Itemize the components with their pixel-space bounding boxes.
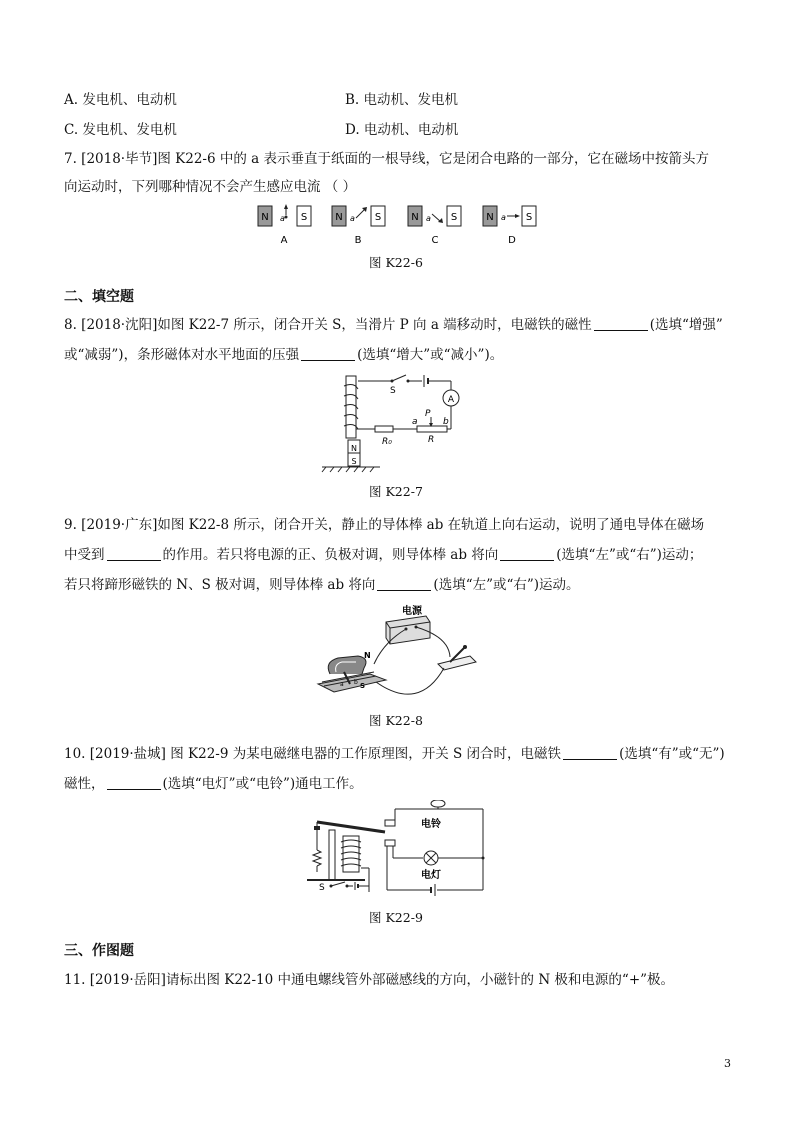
q7-text-line1: 7. [2018·毕节]图 K22-6 中的 a 表示垂直于纸面的一根导线，它是闭合电路的一部分，它在磁场中按箭头方 <box>64 151 709 167</box>
fig-label-b: B <box>354 235 362 246</box>
caption-k22-6: 图 K22-6 <box>369 255 423 270</box>
svg-text:N: N <box>486 212 494 223</box>
svg-text:P: P <box>425 409 431 419</box>
q9-blank-2[interactable] <box>500 547 554 561</box>
svg-text:S: S <box>390 386 396 396</box>
svg-text:S: S <box>450 212 458 223</box>
svg-text:a: a <box>340 681 344 688</box>
fig-label-d: D <box>508 235 516 246</box>
fig-k22-6-option-c <box>408 206 461 246</box>
q11-text-line1: 11. [2019·岳阳]请标出图 K22-10 中通电螺线管外部磁感线的方向，小磁针的 N 极和电源的“+”极。 <box>64 972 675 988</box>
svg-text:A: A <box>447 395 455 405</box>
q9-text-line2: 中受到 的作用。若只将电源的正、负极对调，则导体棒 ab 将向 (选填“左”或“右”)运动； <box>64 547 703 563</box>
fig-label-c: C <box>431 235 439 246</box>
svg-text:a: a <box>412 417 418 427</box>
svg-text:a: a <box>350 214 355 223</box>
svg-text:b: b <box>443 417 449 427</box>
section-drawing: 三、作图题 <box>64 943 134 959</box>
svg-text:R₀: R₀ <box>382 437 392 447</box>
svg-text:S: S <box>351 457 357 466</box>
svg-text:S: S <box>360 682 366 690</box>
option-b: B. 电动机、发电机 <box>345 92 459 108</box>
fig-label-a: A <box>280 235 288 246</box>
q9-text-line1: 9. [2019·广东]如图 K22-8 所示，闭合开关，静止的导体棒 ab 在轨道上向右运动，说明了通电导体在磁场 <box>64 517 705 533</box>
fig-bell-label: 电铃 <box>421 819 441 830</box>
svg-text:N: N <box>411 212 419 223</box>
option-a: A. 发电机、电动机 <box>64 92 177 108</box>
fig-lamp-label: 电灯 <box>421 870 441 881</box>
caption-k22-7: 图 K22-7 <box>369 484 423 499</box>
q8-blank-2[interactable] <box>301 347 355 361</box>
q9-blank-1[interactable] <box>107 547 161 561</box>
q8-blank-1[interactable] <box>594 317 648 331</box>
figure-k22-7 <box>320 372 465 474</box>
q9-blank-3[interactable] <box>377 577 431 591</box>
svg-text:a: a <box>426 214 431 223</box>
caption-k22-9: 图 K22-9 <box>369 910 423 925</box>
q8-text-line2: 或“减弱”)，条形磁体对水平地面的压强 (选填“增大”或“减小”)。 <box>64 347 504 363</box>
svg-text:a: a <box>501 213 506 222</box>
q10-text-line2: 磁性， (选填“电灯”或“电铃”)通电工作。 <box>64 776 363 792</box>
q8-text-line1: 8. [2018·沈阳]如图 K22-7 所示，闭合开关 S，当滑片 P 向 a 端移动时，电磁铁的磁性 (选填“增强” <box>64 317 723 333</box>
svg-text:N: N <box>364 651 371 660</box>
svg-text:a: a <box>280 214 285 223</box>
svg-text:N: N <box>351 444 357 453</box>
q10-text-line1: 10. [2019·盐城] 图 K22-9 为某电磁继电器的工作原理图，开关 S 闭合时，电磁铁 (选填“有”或“无”) <box>64 746 725 762</box>
option-d: D. 电动机、电动机 <box>345 122 459 138</box>
svg-text:R: R <box>428 435 435 445</box>
q10-blank-1[interactable] <box>563 746 617 760</box>
svg-text:N: N <box>335 212 343 223</box>
svg-text:S: S <box>374 212 382 223</box>
figure-k22-9 <box>305 800 493 898</box>
fig-power-label: 电源 <box>402 606 422 617</box>
figure-k22-8 <box>314 602 486 700</box>
svg-text:S: S <box>525 212 533 223</box>
fig-k22-6-option-a <box>258 204 311 246</box>
caption-k22-8: 图 K22-8 <box>369 713 423 728</box>
q9-text-line3: 若只将蹄形磁铁的 N、S 极对调，则导体棒 ab 将向 (选填“左”或“右”)运动。 <box>64 577 580 593</box>
section-fill-in: 二、填空题 <box>64 289 134 305</box>
svg-text:b: b <box>354 679 358 686</box>
q10-blank-2[interactable] <box>107 776 161 790</box>
svg-text:S: S <box>319 883 325 893</box>
option-c: C. 发电机、发电机 <box>64 122 177 138</box>
fig-k22-6-option-b <box>332 206 385 246</box>
page-number: 3 <box>724 1057 731 1070</box>
figure-k22-6 <box>255 203 545 251</box>
fig-k22-6-option-d <box>483 206 536 246</box>
q7-text-line2: 向运动时，下列哪种情况不会产生感应电流 （ ） <box>64 179 357 195</box>
svg-text:N: N <box>261 212 269 223</box>
svg-text:S: S <box>300 212 308 223</box>
